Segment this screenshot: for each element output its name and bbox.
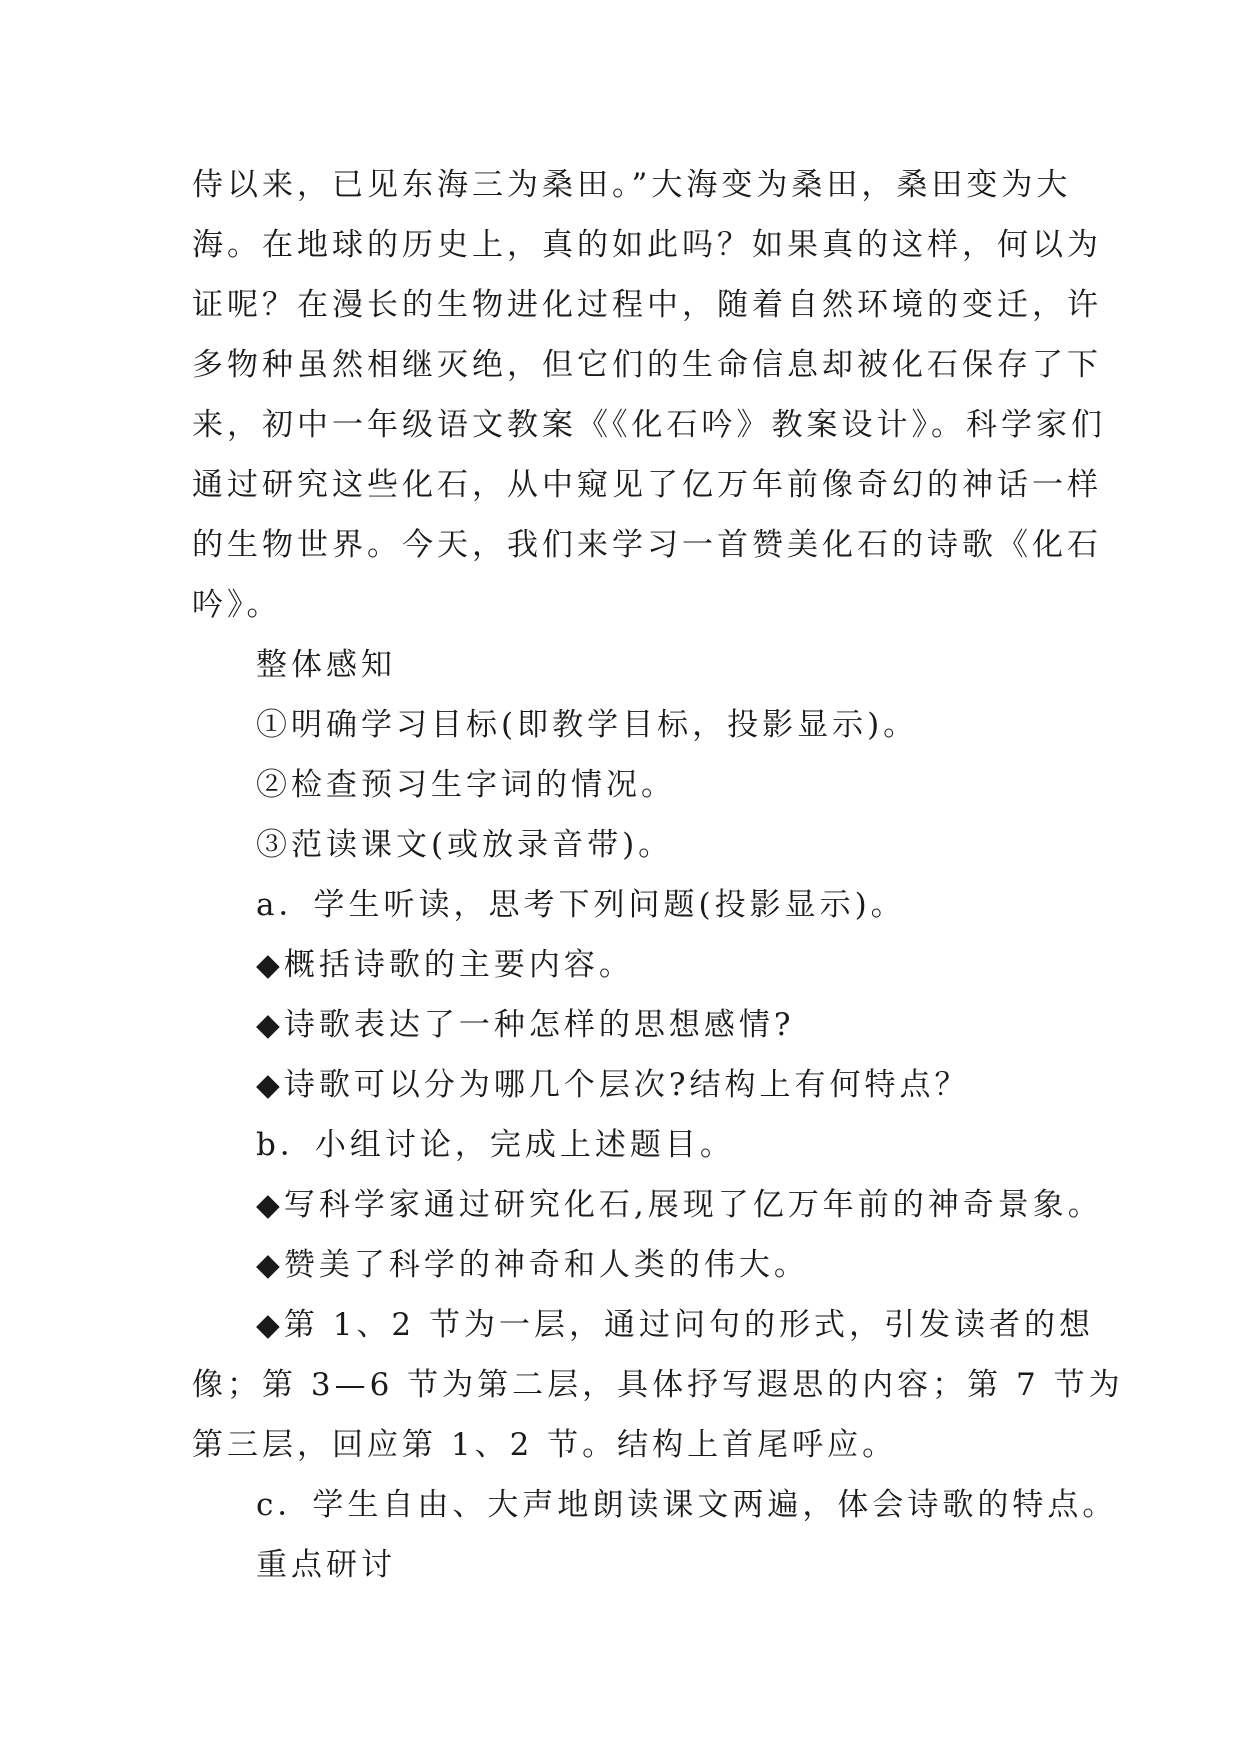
step-item: c．学生自由、大声地朗读课文两遍，体会诗歌的特点。 bbox=[256, 1487, 1118, 1523]
document-body bbox=[192, 155, 1124, 1595]
step-item: a．学生听读，思考下列问题(投影显示)。 bbox=[256, 887, 906, 923]
intro-line: 的生物世界。今天，我们来学习一首赞美化石的诗歌《化石 bbox=[192, 527, 1102, 563]
structure-line: 第三层，回应第 1、2 节。结构上首尾呼应。 bbox=[192, 1427, 898, 1463]
intro-line: 侍以来，已见东海三为桑田。”大海变为桑田，桑田变为大 bbox=[192, 167, 1072, 203]
section-heading-key-study: 重点研讨 bbox=[256, 1547, 396, 1583]
structure-line: ◆第 1、2 节为一层，通过问句的形式，引发读者的想 bbox=[256, 1307, 1094, 1343]
answer-item: ◆赞美了科学的神奇和人类的伟大。 bbox=[256, 1247, 809, 1283]
intro-line: 多物种虽然相继灭绝，但它们的生命信息却被化石保存了下 bbox=[192, 347, 1102, 383]
step-item: b．小组讨论，完成上述题目。 bbox=[256, 1127, 735, 1163]
question-item: ◆概括诗歌的主要内容。 bbox=[256, 947, 634, 983]
question-item: ◆诗歌可以分为哪几个层次?结构上有何特点？ bbox=[256, 1067, 970, 1103]
step-item: ③范读课文(或放录音带)。 bbox=[256, 827, 674, 863]
step-item: ①明确学习目标(即教学目标，投影显示)。 bbox=[256, 707, 919, 743]
intro-line: 证呢？在漫长的生物进化过程中，随着自然环境的变迁，许 bbox=[192, 287, 1102, 323]
intro-line: 海。在地球的历史上，真的如此吗？如果真的这样，何以为 bbox=[192, 227, 1102, 263]
question-item: ◆诗歌表达了一种怎样的思想感情? bbox=[256, 1007, 795, 1043]
answer-item: ◆写科学家通过研究化石,展现了亿万年前的神奇景象。 bbox=[256, 1187, 1103, 1223]
step-item: ②检查预习生字词的情况。 bbox=[256, 767, 676, 803]
intro-line: 通过研究这些化石，从中窥见了亿万年前像奇幻的神话一样 bbox=[192, 467, 1102, 503]
intro-line: 吟》。 bbox=[192, 587, 282, 623]
section-heading-overall: 整体感知 bbox=[256, 647, 396, 683]
intro-line: 来，初中一年级语文教案《《化石吟》教案设计》。科学家们 bbox=[192, 407, 1106, 443]
structure-line: 像；第 3—6 节为第二层，具体抒写遐思的内容；第 7 节为 bbox=[192, 1367, 1124, 1403]
